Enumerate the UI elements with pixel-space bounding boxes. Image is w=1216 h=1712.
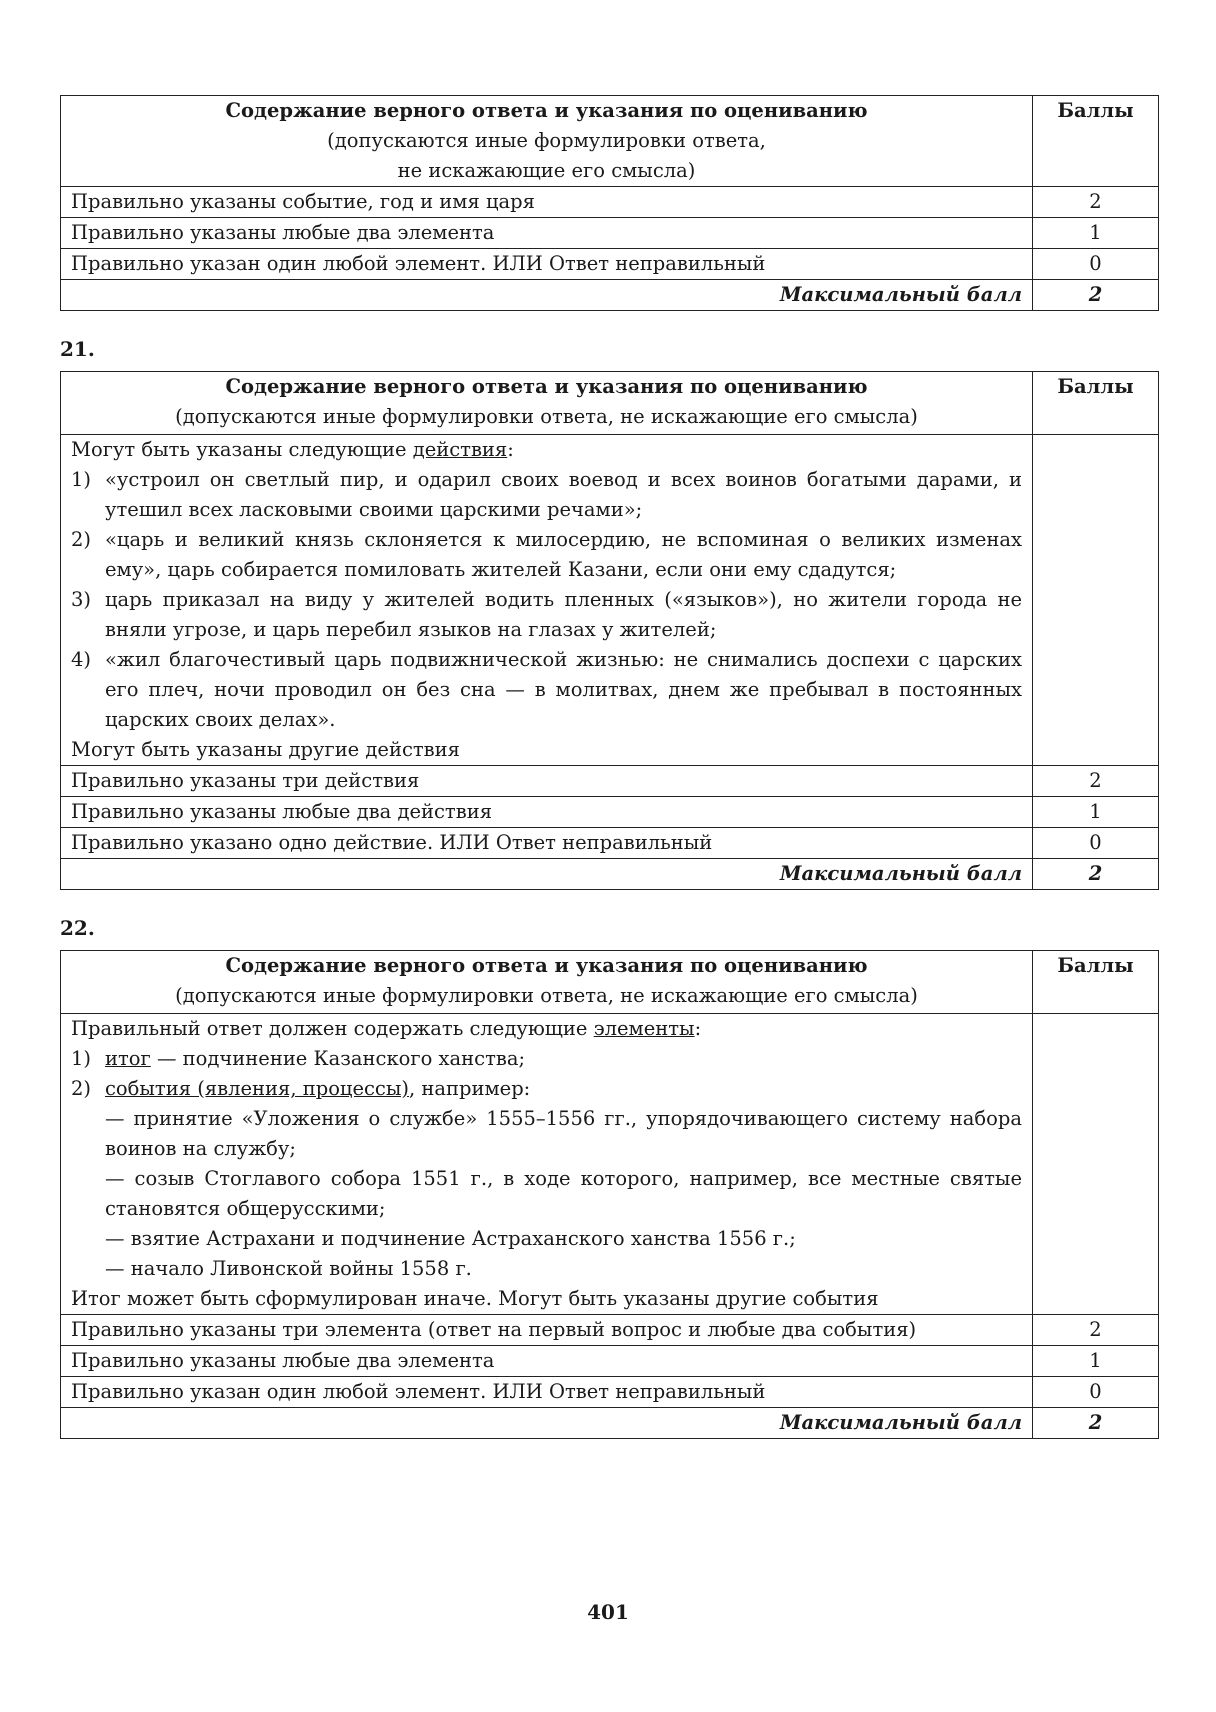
header-title: Содержание верного ответа и указания по оцениванию xyxy=(225,954,868,977)
answer-content xyxy=(61,1014,1033,1315)
page-number: 401 xyxy=(587,1600,629,1624)
table-header-row xyxy=(61,372,1159,435)
criterion-text: Правильно указаны событие, год и имя царя xyxy=(61,187,1033,218)
answer-content-row xyxy=(61,435,1159,766)
max-score-label: Максимальный балл xyxy=(61,280,1033,311)
answer-content-row xyxy=(61,1014,1159,1315)
content-header xyxy=(61,372,1033,435)
answer-content xyxy=(61,435,1033,766)
criterion-text: Правильно указан один любой элемент. ИЛИ Ответ неправильный xyxy=(61,249,1033,280)
list-item: 2) «царь и великий князь склоняется к милосердию, не вспоминая о великих изменах ему», царь собирается помиловать жителей Казани, если они ему сдадутся; xyxy=(71,528,1022,581)
score-value: 0 xyxy=(1033,249,1159,280)
answer-intro: Правильный ответ должен содержать следующие элементы: xyxy=(71,1017,702,1040)
score-value: 0 xyxy=(1033,828,1159,859)
header-title: Содержание верного ответа и указания по оцениванию xyxy=(225,375,868,398)
underlined-keyword: события (явления, процессы) xyxy=(105,1077,409,1100)
header-note: (допускаются иные формулировки ответа, не искажающие его смысла) xyxy=(175,984,918,1007)
score-value: 2 xyxy=(1033,1315,1159,1346)
header-note: (допускаются иные формулировки ответа, не искажающие его смысла) xyxy=(175,405,918,428)
table-header-row xyxy=(61,951,1159,1014)
table-row xyxy=(61,1315,1159,1346)
table-row xyxy=(61,187,1159,218)
list-item: 1) «устроил он светлый пир, и одарил своих воевод и всех воинов богатыми дарами, и утешил всех ласковыми своими царскими речами»; xyxy=(71,468,1022,521)
score-value: 0 xyxy=(1033,1377,1159,1408)
list-item: 1) итог — подчинение Казанского ханства; xyxy=(71,1047,526,1070)
content-header xyxy=(61,951,1033,1014)
score-value: 2 xyxy=(1033,766,1159,797)
header-note-line1: (допускаются иные формулировки ответа, xyxy=(327,129,766,152)
event-item: — созыв Стоглавого собора 1551 г., в ходе которого, например, все местные святые становятся общерусскими; xyxy=(105,1167,1022,1220)
max-score-label: Максимальный балл xyxy=(61,1408,1033,1439)
grading-table-20 xyxy=(60,95,1159,311)
criterion-text: Правильно указаны три элемента (ответ на первый вопрос и любые два события) xyxy=(61,1315,1033,1346)
score-value: 1 xyxy=(1033,218,1159,249)
max-score-label: Максимальный балл xyxy=(61,859,1033,890)
table-row xyxy=(61,828,1159,859)
table-row xyxy=(61,249,1159,280)
question-number-21: 21. xyxy=(60,337,95,361)
grading-table-21 xyxy=(60,371,1159,890)
event-item: — взятие Астрахани и подчинение Астраханского ханства 1556 г.; xyxy=(105,1227,796,1250)
page xyxy=(60,95,1158,1439)
list-item: 4) «жил благочестивый царь подвижнической жизнью: не снимались доспехи с царских его плеч, ночи проводил он без сна — в молитвах, днем же пребывал в постоянных царских своих делах». xyxy=(71,648,1022,731)
event-item: — начало Ливонской войны 1558 г. xyxy=(105,1257,472,1280)
max-score-value: 2 xyxy=(1033,1408,1159,1439)
score-value: 1 xyxy=(1033,797,1159,828)
criterion-text: Правильно указаны любые два элемента xyxy=(61,218,1033,249)
max-score-value: 2 xyxy=(1033,859,1159,890)
underlined-keyword: элементы xyxy=(593,1017,695,1040)
max-score-row xyxy=(61,859,1159,890)
question-number-22: 22. xyxy=(60,916,95,940)
list-item: 3) царь приказал на виду у жителей водить пленных («языков»), но жители города не вняли угрозе, и царь перебил языков на глазах у жителей; xyxy=(71,588,1022,641)
points-header: Баллы xyxy=(1033,951,1159,1014)
underlined-keyword: действия xyxy=(412,438,508,461)
table-row xyxy=(61,766,1159,797)
criterion-text: Правильно указаны любые два действия xyxy=(61,797,1033,828)
event-item: — принятие «Уложения о службе» 1555–1556 гг., упорядочивающего систему набора воинов на службу; xyxy=(105,1107,1022,1160)
empty-score-cell xyxy=(1033,435,1159,766)
max-score-row xyxy=(61,280,1159,311)
score-value: 2 xyxy=(1033,187,1159,218)
content-header xyxy=(61,96,1033,187)
score-value: 1 xyxy=(1033,1346,1159,1377)
table-row xyxy=(61,797,1159,828)
table-row xyxy=(61,1377,1159,1408)
criterion-text: Правильно указан один любой элемент. ИЛИ Ответ неправильный xyxy=(61,1377,1033,1408)
table-row xyxy=(61,1346,1159,1377)
answer-intro: Могут быть указаны следующие действия: xyxy=(71,438,514,461)
grading-table-22 xyxy=(60,950,1159,1439)
max-score-value: 2 xyxy=(1033,280,1159,311)
max-score-row xyxy=(61,1408,1159,1439)
points-header: Баллы xyxy=(1033,372,1159,435)
list-item: 2) события (явления, процессы), например: xyxy=(71,1077,531,1100)
table-row xyxy=(61,218,1159,249)
answer-outro: Итог может быть сформулирован иначе. Могут быть указаны другие события xyxy=(71,1287,879,1310)
header-note-line2: не искажающие его смысла) xyxy=(397,159,696,182)
criterion-text: Правильно указаны три действия xyxy=(61,766,1033,797)
answer-outro: Могут быть указаны другие действия xyxy=(71,738,460,761)
criterion-text: Правильно указано одно действие. ИЛИ Ответ неправильный xyxy=(61,828,1033,859)
underlined-keyword: итог xyxy=(105,1047,151,1070)
header-title: Содержание верного ответа и указания по оцениванию xyxy=(225,99,868,122)
table-header-row xyxy=(61,96,1159,187)
points-header: Баллы xyxy=(1033,96,1159,187)
empty-score-cell xyxy=(1033,1014,1159,1315)
criterion-text: Правильно указаны любые два элемента xyxy=(61,1346,1033,1377)
